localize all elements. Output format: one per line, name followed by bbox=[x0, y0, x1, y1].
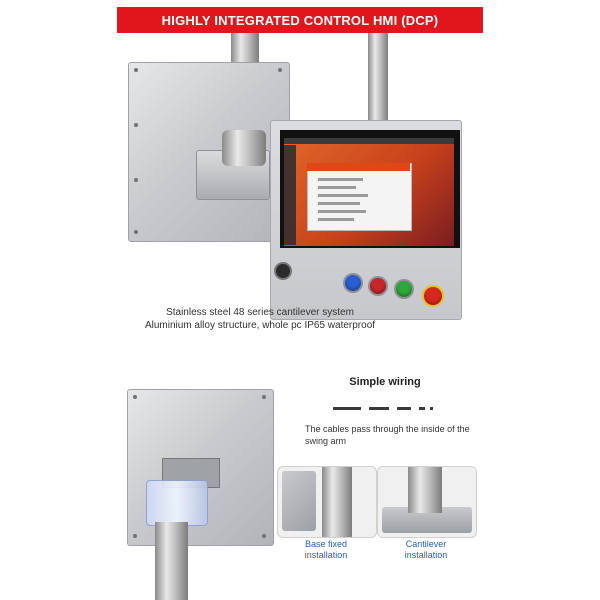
cantilever-installation-image bbox=[377, 466, 477, 538]
green-push-button-icon bbox=[394, 279, 414, 299]
feature-waterproof: Aluminium alloy structure, whole pc IP65 waterproof bbox=[144, 320, 376, 331]
window-row bbox=[318, 178, 363, 181]
window-row bbox=[318, 186, 356, 189]
blue-push-button-icon bbox=[343, 273, 363, 293]
feature-cantilever-system: Stainless steel 48 series cantilever system bbox=[166, 307, 354, 318]
desktop-dock bbox=[284, 145, 296, 245]
desktop-top-bar bbox=[284, 138, 454, 144]
wiring-description: The cables pass through the inside of the swing arm bbox=[305, 424, 470, 446]
wiring-title: Simple wiring bbox=[349, 376, 421, 388]
cantilever-pole-right bbox=[368, 33, 388, 128]
emergency-stop-icon bbox=[422, 285, 444, 307]
pole-joint bbox=[222, 130, 266, 166]
cantilever-installation-label: Cantilever installation bbox=[404, 539, 448, 560]
window-row bbox=[318, 218, 354, 221]
usb-connector-icon bbox=[274, 262, 292, 280]
banner bbox=[117, 7, 483, 33]
banner-title: HIGHLY INTEGRATED CONTROL HMI (DCP) bbox=[161, 12, 439, 28]
base-fixed-installation-label: Base fixed installation bbox=[304, 539, 348, 560]
cable-sleeve bbox=[146, 480, 208, 526]
software-window-titlebar bbox=[307, 163, 410, 171]
dash-divider bbox=[333, 407, 433, 411]
features-caption bbox=[120, 306, 400, 332]
red-push-button-icon bbox=[368, 276, 388, 296]
window-row bbox=[318, 202, 360, 205]
base-fixed-installation-image bbox=[277, 466, 377, 538]
window-row bbox=[318, 210, 366, 213]
cantilever-pole-bottom bbox=[155, 522, 188, 600]
window-row bbox=[318, 194, 368, 197]
